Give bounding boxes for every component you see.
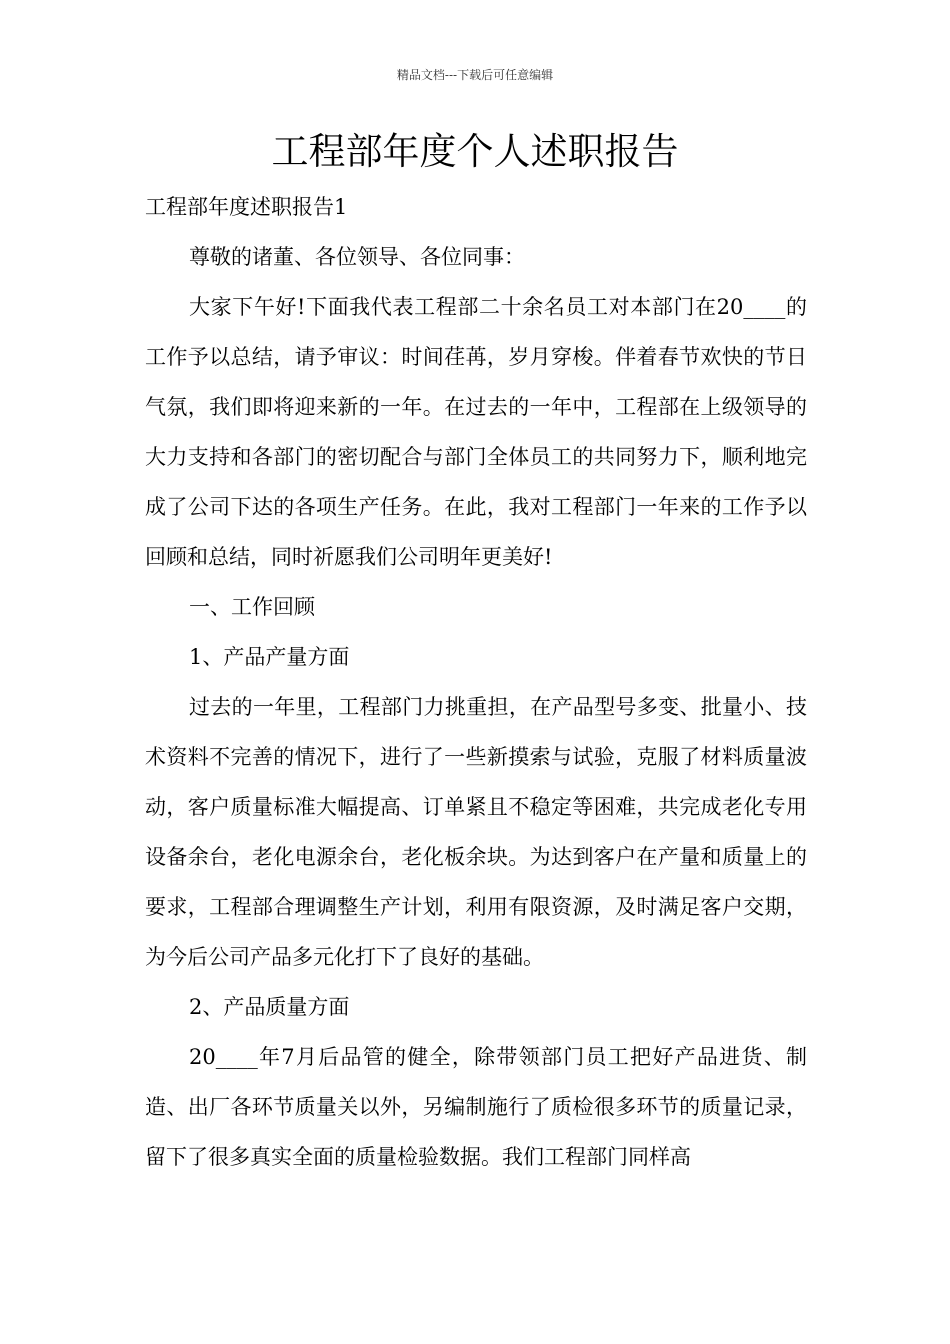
paragraph-intro: 大家下午好!下面我代表工程部二十余名员工对本部门在20____的工作予以总结，请予审议：时间荏苒，岁月穿梭。伴着春节欢快的节日气氛，我们即将迎来新的一年。在过去的一年中，工程部在上级领导的大力支持和各部门的密切配合与部门全体员工的共同努力下，顺利地完成了公司下达的各项生产任务。在此，我对工程部门一年来的工作予以回顾和总结，同时祈愿我们公司明年更美好! [145,295,807,569]
paragraph-output: 过去的一年里，工程部门力挑重担，在产品型号多变、批量小、技术资料不完善的情况下，进行了一些新摸索与试验，克服了材料质量波动，客户质量标准大幅提高、订单紧且不稳定等困难，共完成老化专用设备余台，老化电源余台，老化板余块。为达到客户在产量和质量上的要求，工程部合理调整生产计划，利用有限资源，及时满足客户交期，为今后公司产品多元化打下了良好的基础。 [145,695,807,969]
subsection-heading-output: 1、产品产量方面 [189,645,350,669]
page-title: 工程部年度个人述职报告 [271,130,679,173]
header-note: 精品文档---下载后可任意编辑 [396,68,554,82]
paragraph-quality: 20____年7月后品管的健全，除带领部门员工把好产品进货、制造、出厂各环节质量关以外，另编制施行了质检很多环节的质量记录，留下了很多真实全面的质量检验数据。我们工程部门同样高 [145,1045,807,1169]
document-subtitle: 工程部年度述职报告1 [145,195,348,219]
document-body [145,182,807,1182]
salutation: 尊敬的诸董、各位领导、各位同事： [189,245,525,269]
subsection-heading-quality: 2、产品质量方面 [189,995,350,1019]
section-heading-review: 一、工作回顾 [189,595,315,619]
